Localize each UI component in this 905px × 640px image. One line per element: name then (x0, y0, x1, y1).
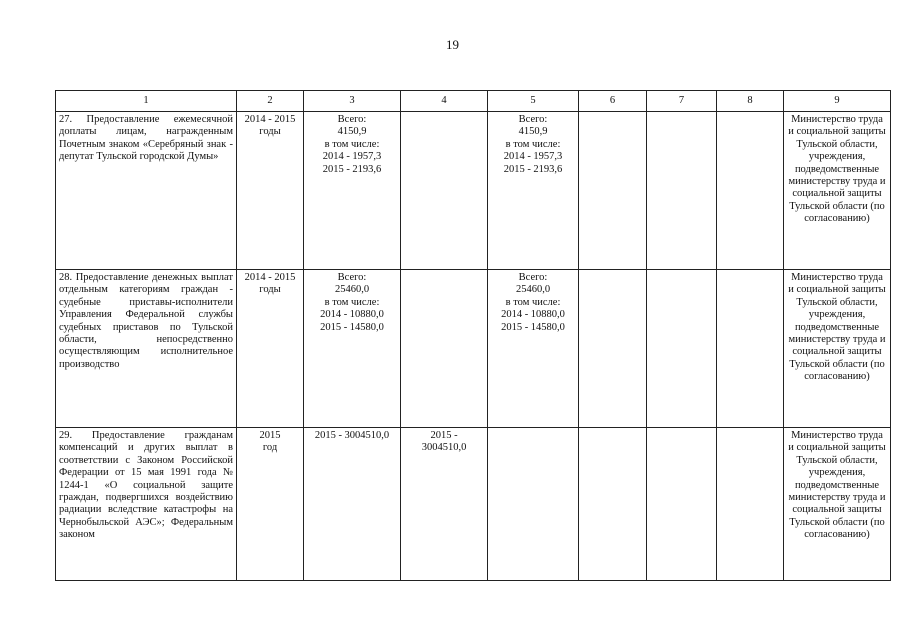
federal-budget-cell (401, 270, 488, 428)
table-header-row (56, 91, 891, 112)
extra-budget-cell (647, 428, 717, 581)
table-row (56, 112, 891, 270)
column-header: 9 (784, 91, 891, 112)
local-budget-cell (579, 270, 647, 428)
federal-budget-cell: 2015 - 3004510,0 (401, 428, 488, 581)
local-budget-cell (579, 428, 647, 581)
other-source-cell (717, 112, 784, 270)
page-number: 19 (446, 37, 459, 52)
total-funding-cell: Всего: 4150,9 в том числе: 2014 - 1957,3 2015 - 2193,6 (304, 112, 401, 270)
measure-description: 28. Предоставление денежных выплат отдельным категориям граждан - судебные приставы-исполнители Управления Федеральной службы судебных приставов по Тульской области, непосредственно осуществляющим исполнительное производство (56, 270, 237, 428)
federal-budget-cell (401, 112, 488, 270)
period-cell: 2014 - 2015 годы (237, 112, 304, 270)
regional-budget-cell: Всего: 4150,9 в том числе: 2014 - 1957,3 2015 - 2193,6 (488, 112, 579, 270)
program-table (55, 90, 891, 581)
extra-budget-cell (647, 270, 717, 428)
column-header: 4 (401, 91, 488, 112)
regional-budget-cell (488, 428, 579, 581)
table-row (56, 428, 891, 581)
column-header: 5 (488, 91, 579, 112)
executor-cell: Министерство труда и социальной защиты Тульской области, учреждения, подведомственные министерству труда и социальной защиты Тульской области (по согласованию) (784, 112, 891, 270)
other-source-cell (717, 270, 784, 428)
local-budget-cell (579, 112, 647, 270)
executor-cell: Министерство труда и социальной защиты Тульской области, учреждения, подведомственные министерству труда и социальной защиты Тульской области (по согласованию) (784, 270, 891, 428)
column-header: 8 (717, 91, 784, 112)
total-funding-cell: 2015 - 3004510,0 (304, 428, 401, 581)
period-cell: 2014 - 2015 годы (237, 270, 304, 428)
extra-budget-cell (647, 112, 717, 270)
total-funding-cell: Всего: 25460,0 в том числе: 2014 - 10880,0 2015 - 14580,0 (304, 270, 401, 428)
other-source-cell (717, 428, 784, 581)
column-header: 6 (579, 91, 647, 112)
table-row (56, 270, 891, 428)
column-header: 2 (237, 91, 304, 112)
column-header: 7 (647, 91, 717, 112)
column-header: 1 (56, 91, 237, 112)
measure-description: 29. Предоставление гражданам компенсаций и других выплат в соответствии с Законом Российской Федерации от 15 мая 1991 года № 1244-1 «О социальной защите граждан, подвергшихся воздействию радиации вследствие катастрофы на Чернобыльской АЭС»; Федеральным законом (56, 428, 237, 581)
regional-budget-cell: Всего: 25460,0 в том числе: 2014 - 10880,0 2015 - 14580,0 (488, 270, 579, 428)
executor-cell: Министерство труда и социальной защиты Тульской области, учреждения, подведомственные министерству труда и социальной защиты Тульской области (по согласованию) (784, 428, 891, 581)
measure-description: 27. Предоставление ежемесячной доплаты лицам, награжденным Почетным знаком «Серебряный знак - депутат Тульской городской Думы» (56, 112, 237, 270)
period-cell: 2015 год (237, 428, 304, 581)
column-header: 3 (304, 91, 401, 112)
